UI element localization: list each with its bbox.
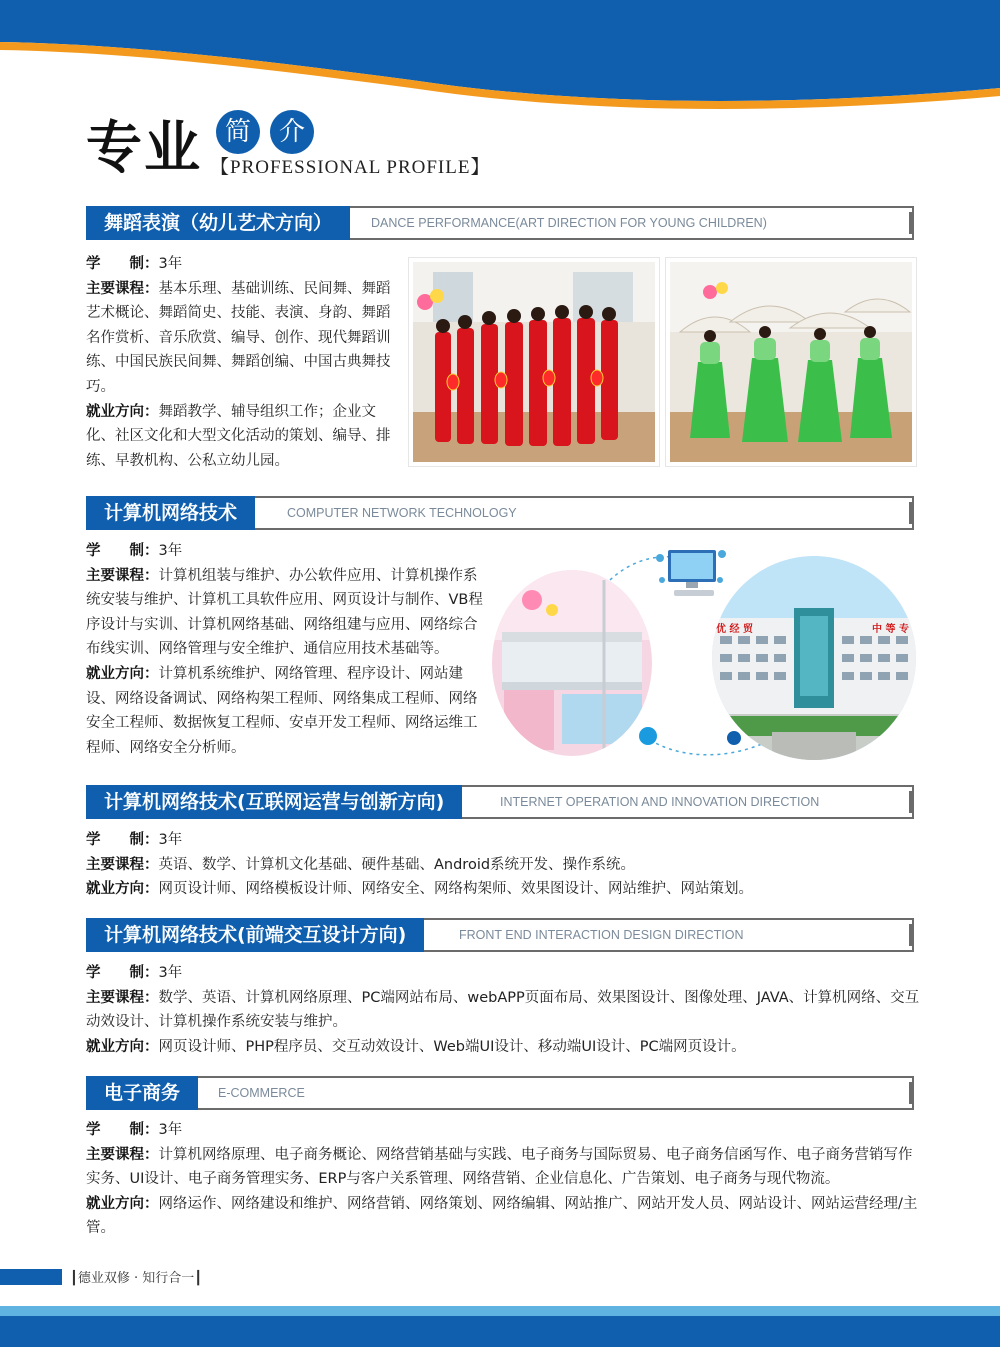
section-body-internet-operation [86, 828, 916, 902]
career-label: 就业方向： [86, 1195, 159, 1212]
courses-value: 数学、英语、计算机网络原理、PC端网站布局、webAPP页面布局、效果图设计、图像处理、JAVA、计算机网络、交互动效设计、计算机操作系统安装与维护。 [86, 989, 920, 1031]
career-value: 舞蹈教学、辅导组织工作；企业文化、社区文化和大型文化活动的策划、编导、排练、早教机构、公私立幼儿园。 [86, 403, 391, 469]
dorm-room-photo [492, 570, 652, 756]
career-label: 就业方向： [86, 1038, 159, 1055]
courses-line [86, 986, 920, 1035]
section-title-en: E-COMMERCE [218, 1086, 305, 1100]
section-title-zh: 计算机网络技术(互联网运营与创新方向) [86, 785, 462, 819]
courses-value: 英语、数学、计算机文化基础、硬件基础、Android系统开发、操作系统。 [158, 856, 636, 873]
section-body-network [86, 539, 486, 760]
section-title-en: FRONT END INTERACTION DESIGN DIRECTION [459, 928, 744, 942]
page-title-char-circle-1: 简 [216, 110, 260, 154]
duration-label: 学 制： [86, 256, 159, 272]
career-line [86, 662, 486, 760]
footer-dark-bar [0, 1316, 1000, 1347]
courses-label: 主要课程： [86, 280, 159, 297]
career-line [86, 400, 398, 474]
courses-label: 主要课程： [86, 989, 159, 1006]
section-title-en: COMPUTER NETWORK TECHNOLOGY [287, 506, 517, 520]
duration-line [86, 1118, 920, 1143]
career-value: 网页设计师、PHP程序员、交互动效设计、Web端UI设计、移动端UI设计、PC端网页设计。 [158, 1038, 746, 1055]
duration-value: 3年 [158, 543, 183, 559]
duration-value: 3年 [158, 1122, 183, 1138]
section-bar-cap [909, 791, 914, 813]
section-header-front-end [86, 918, 914, 952]
duration-value: 3年 [158, 965, 183, 981]
career-line [86, 1035, 920, 1060]
career-line [86, 877, 916, 902]
career-label: 就业方向： [86, 881, 159, 898]
connector-dot [727, 731, 741, 745]
section-bar-cap [909, 1082, 914, 1104]
computer-icon [652, 540, 728, 604]
duration-line [86, 961, 920, 986]
section-bar-cap [909, 212, 914, 234]
career-value: 网络运作、网络建设和维护、网络营销、网络策划、网络编辑、网站推广、网站开发人员、网站设计、网站运营经理/主管。 [86, 1195, 918, 1237]
section-title-zh: 计算机网络技术 [86, 496, 255, 530]
courses-value: 计算机网络原理、电子商务概论、网络营销基础与实践、电子商务与国际贸易、电子商务信函写作、电子商务营销写作实务、UI设计、电子商务管理实务、ERP与客户关系管理、网络营销、企业信息化、广告策划、电子商务与现代物流。 [86, 1146, 913, 1188]
section-header-ecommerce [86, 1076, 914, 1110]
school-building-photo [712, 556, 916, 760]
section-title-en: INTERNET OPERATION AND INNOVATION DIRECTION [500, 795, 820, 809]
courses-value: 基本乐理、基础训练、民间舞、舞蹈艺术概论、舞蹈简史、技能、表演、身韵、舞蹈名作赏析、音乐欣赏、编导、创作、现代舞蹈训练、中国民族民间舞、舞蹈创编、中国古典舞技巧。 [86, 280, 391, 395]
duration-value: 3年 [158, 832, 183, 848]
section-title-en: DANCE PERFORMANCE(ART DIRECTION FOR YOUNG CHILDREN) [371, 216, 767, 230]
duration-value: 3年 [158, 256, 183, 272]
courses-label: 主要课程： [86, 856, 159, 873]
top-wave-decoration [0, 0, 1000, 110]
courses-label: 主要课程： [86, 567, 159, 584]
page-title-zh: 专业 [86, 115, 202, 181]
career-value: 计算机系统维护、网络管理、程序设计、网站建设、网络设备调试、网络构架工程师、网络集成工程师、网络安全工程师、数据恢复工程师、安卓开发工程师、网络运维工程师、网络安全分析师。 [86, 665, 478, 756]
career-label: 就业方向： [86, 665, 159, 682]
courses-line [86, 853, 916, 878]
duration-line [86, 828, 916, 853]
footer-accent-block [0, 1269, 62, 1285]
connector-dot [639, 727, 657, 745]
section-title-zh: 计算机网络技术(前端交互设计方向) [86, 918, 424, 952]
building-sign-left: 优 经 贸 [716, 624, 753, 635]
building-sign-right: 中 等 专 [872, 624, 909, 635]
section-title-zh: 电子商务 [86, 1076, 198, 1110]
courses-line [86, 1143, 920, 1192]
section-header-network [86, 496, 914, 530]
section-bar-cap [909, 924, 914, 946]
duration-line [86, 252, 398, 277]
career-value: 网页设计师、网络模板设计师、网络安全、网络构架师、效果图设计、网站维护、网站策划。 [158, 881, 753, 898]
footer-light-bar [0, 1306, 1000, 1316]
courses-line [86, 564, 486, 662]
section-body-front-end [86, 961, 920, 1059]
duration-line [86, 539, 486, 564]
section-body-ecommerce [86, 1118, 920, 1241]
section-header-internet-operation [86, 785, 914, 819]
dance-photo-red-lanterns [409, 258, 659, 466]
courses-label: 主要课程： [86, 1146, 159, 1163]
career-label: 就业方向： [86, 403, 159, 420]
dance-photo-umbrellas [666, 258, 916, 466]
career-line [86, 1192, 920, 1241]
courses-line [86, 277, 398, 400]
section-header-dance [86, 206, 914, 240]
duration-label: 学 制： [86, 832, 159, 848]
section-title-zh: 舞蹈表演（幼儿艺术方向） [86, 206, 350, 240]
duration-label: 学 制： [86, 965, 159, 981]
footer-motto: ┃德业双修 · 知行合一┃ [70, 1271, 203, 1286]
page-title-char-circle-2: 介 [270, 110, 314, 154]
section-bar-cap [909, 502, 914, 524]
page-title-en: 【PROFESSIONAL PROFILE】 [210, 157, 491, 178]
duration-label: 学 制： [86, 1122, 159, 1138]
duration-label: 学 制： [86, 543, 159, 559]
courses-value: 计算机组装与维护、办公软件应用、计算机操作系统安装与维护、计算机工具软件应用、网页设计与制作、VB程序设计与实训、计算机网络基础、网络组建与应用、网络综合布线实训、网络管理与安全维护、通信应用技术基础等。 [86, 567, 483, 658]
section-body-dance [86, 252, 398, 473]
